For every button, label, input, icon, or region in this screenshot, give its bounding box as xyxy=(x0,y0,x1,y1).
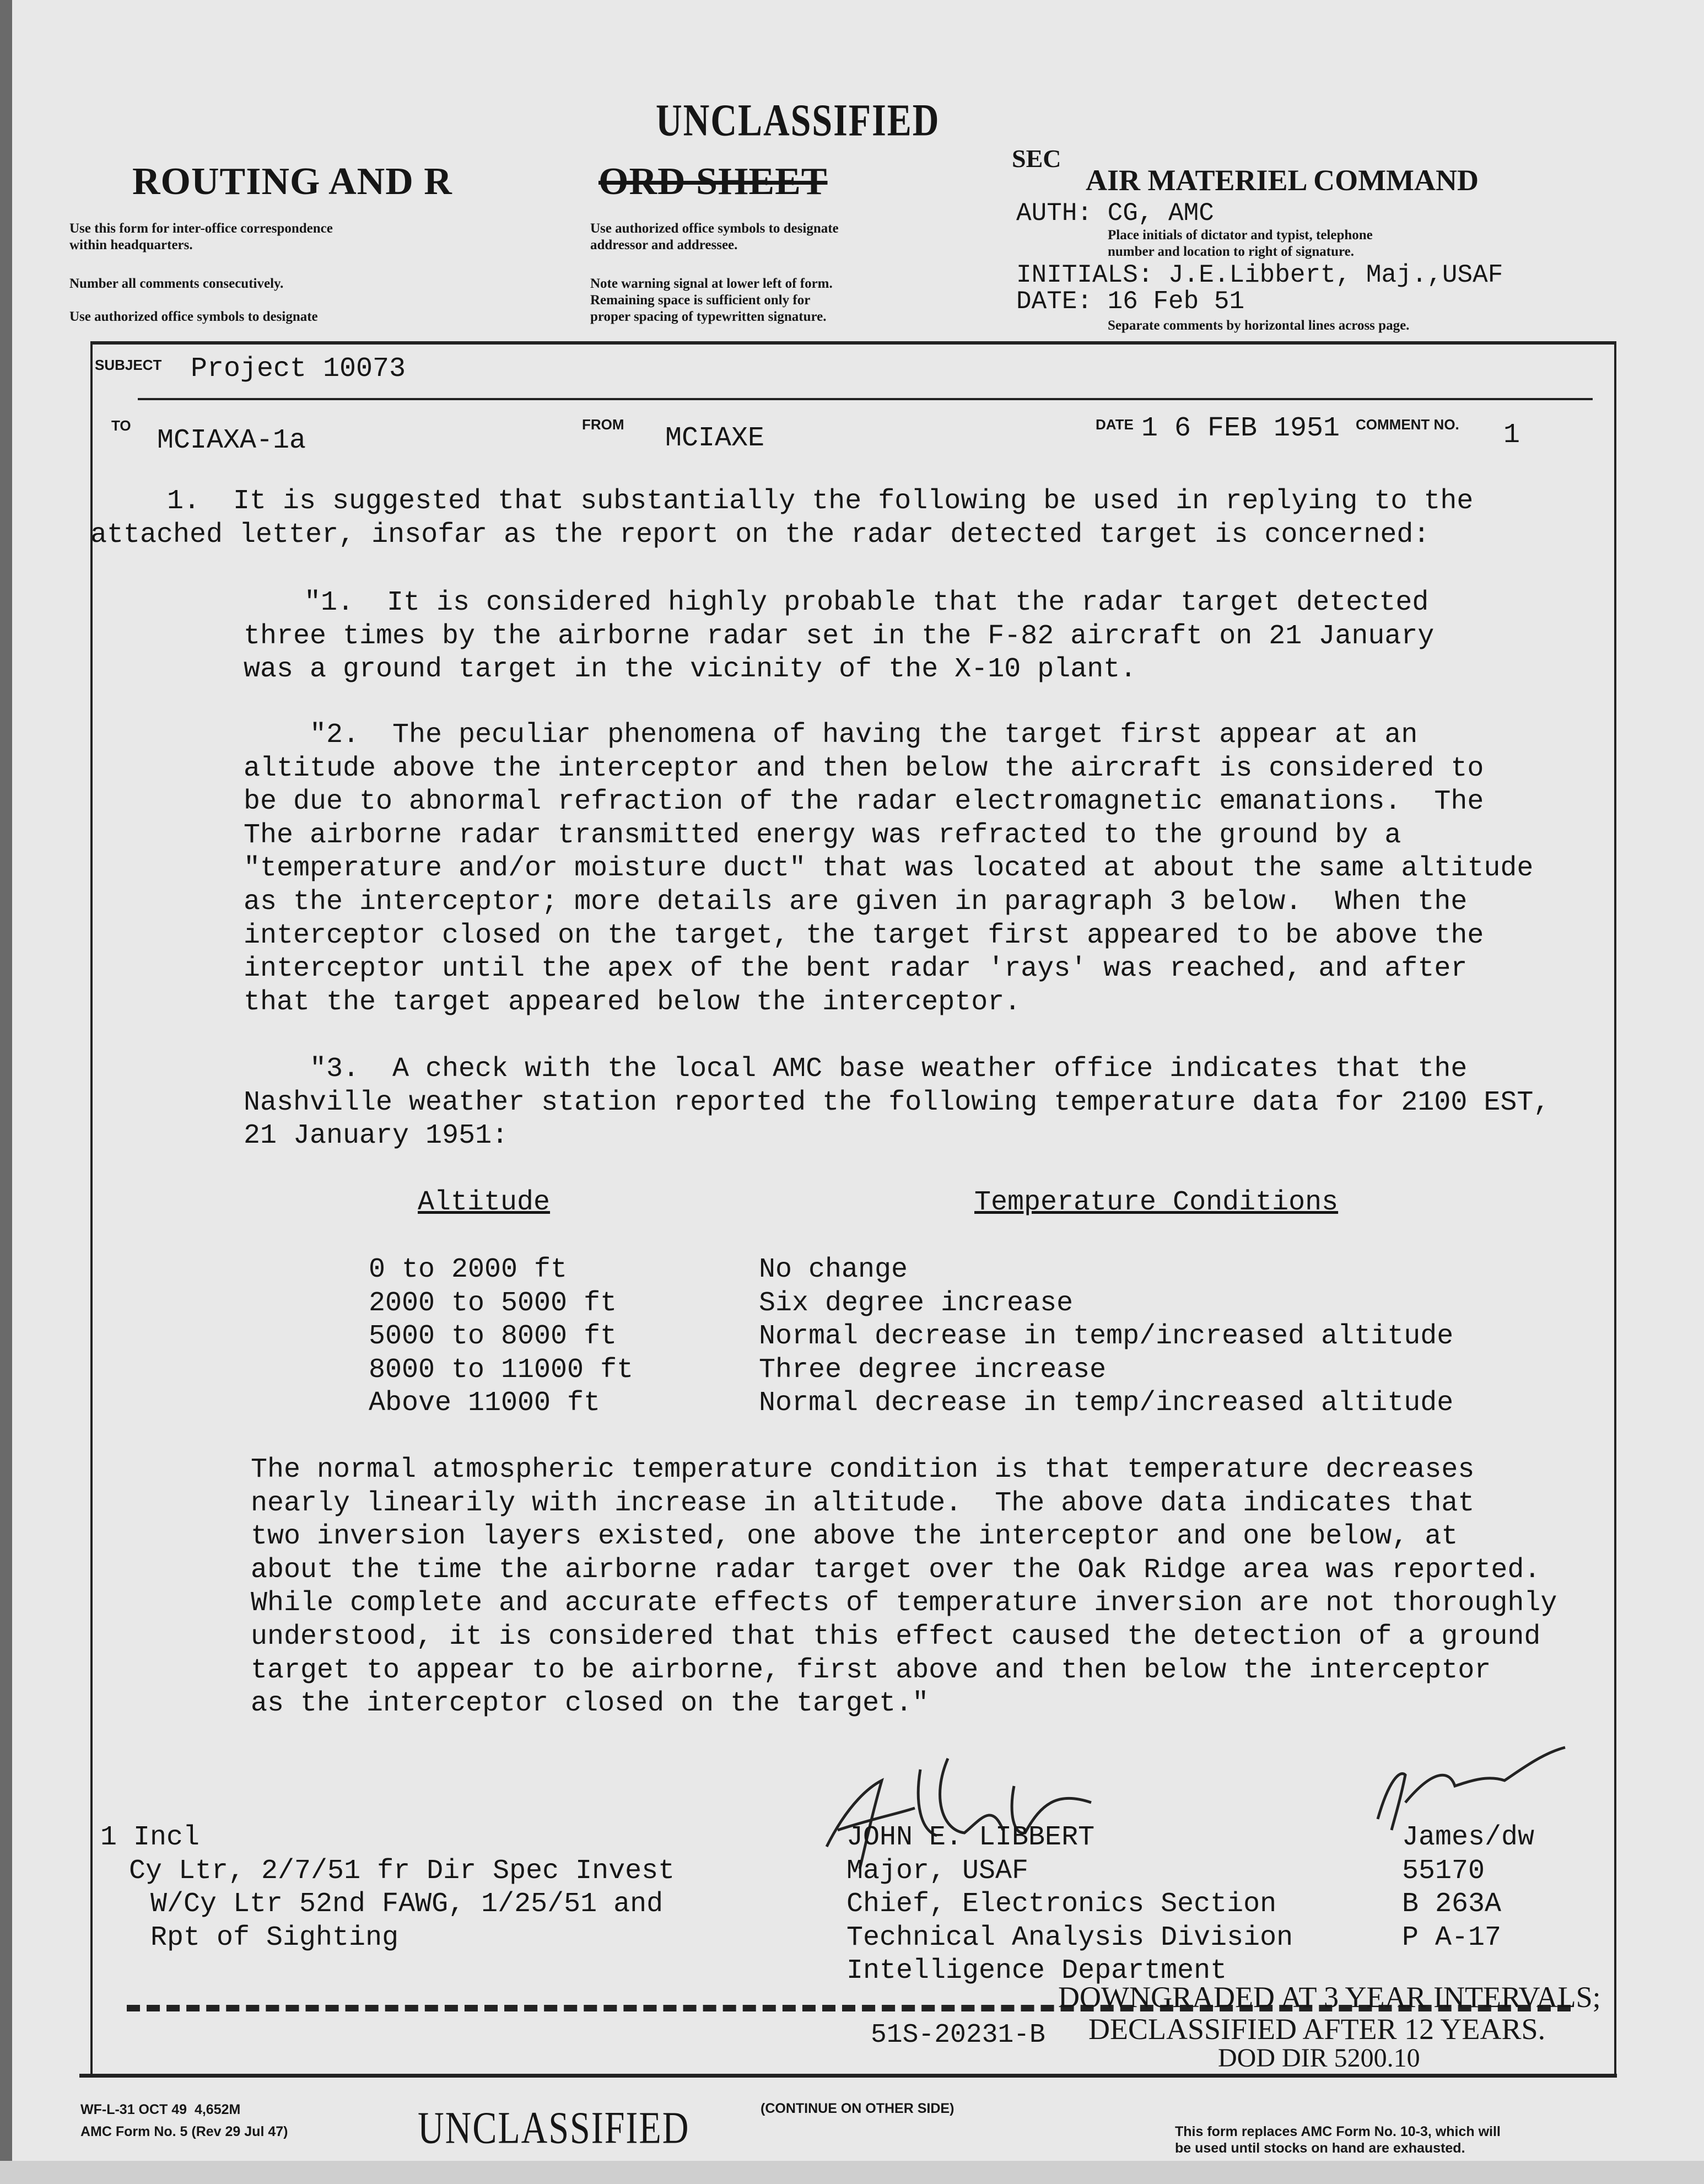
text-line: nearly linearily with increase in altitude. The above data indicates that xyxy=(251,1487,1475,1519)
paragraph-final xyxy=(251,1454,1557,1721)
table-cell: 8000 to 11000 ft xyxy=(369,1354,634,1386)
text-line: 1. It is suggested that substantially the following be used in replying to the xyxy=(167,486,1474,517)
text-line: was a ground target in the vicinity of the X-10 plant. xyxy=(244,654,1137,686)
signer-division: Technical Analysis Division xyxy=(846,1922,1293,1954)
subparagraph-3 xyxy=(244,1053,1550,1153)
form-replacement-note xyxy=(1175,2123,1501,2156)
instruction-line: Use this form for inter-office correspondence xyxy=(69,221,333,236)
instructions-col1 xyxy=(69,220,333,325)
continue-note: (CONTINUE ON OTHER SIDE) xyxy=(761,2101,955,2116)
text-line: altitude above the interceptor and then below the aircraft is considered to xyxy=(244,752,1484,784)
note-line: This form replaces AMC Form No. 10-3, which will xyxy=(1175,2124,1501,2139)
date-stamp: 1 6 FEB 1951 xyxy=(1141,413,1340,444)
downgrade-stamp-line-1: DOWNGRADED AT 3 YEAR INTERVALS; xyxy=(1058,1981,1601,2014)
handwritten-initials xyxy=(1367,1736,1576,1836)
table-cell: 5000 to 8000 ft xyxy=(369,1321,617,1353)
instruction-line: Separate comments by horizontal lines across page. xyxy=(1108,318,1410,333)
from-label: FROM xyxy=(582,416,624,433)
typist-initials: James/dw xyxy=(1402,1822,1535,1853)
room: P A-17 xyxy=(1402,1922,1502,1954)
subject-label: SUBJECT xyxy=(95,357,162,373)
print-code: WF-L-31 OCT 49 4,652M xyxy=(80,2102,241,2117)
table-temperature-column xyxy=(759,1254,1453,1421)
text-line: as the interceptor; more details are given in paragraph 3 below. When the xyxy=(244,886,1468,918)
instruction-line: Use authorized office symbols to designate xyxy=(590,221,839,236)
instruction-line: within headquarters. xyxy=(69,238,193,252)
downgrade-stamp-line-2: DECLASSIFIED AFTER 12 YEARS. xyxy=(1088,2013,1546,2046)
comment-no-value: 1 xyxy=(1503,419,1520,451)
enclosure-line: Cy Ltr, 2/7/51 fr Dir Spec Invest xyxy=(129,1855,675,1887)
command-name: AIR MATERIEL COMMAND xyxy=(1086,164,1479,197)
subject-divider xyxy=(138,398,1593,400)
signer-name: JOHN E. LIBBERT xyxy=(846,1822,1095,1853)
subject-value: Project 10073 xyxy=(191,353,406,385)
text-line: interceptor closed on the target, the target first appeared to be above the xyxy=(244,919,1484,951)
instructions-col2 xyxy=(590,220,839,325)
form-title-right: ORD SHEET xyxy=(598,160,828,203)
instruction-line: Place initials of dictator and typist, telephone xyxy=(1108,228,1373,243)
text-line: attached letter, insofar as the report on the radar detected target is concerned: xyxy=(90,519,1430,551)
subparagraph-1 xyxy=(244,587,1434,687)
table-cell: Normal decrease in temp/increased altitude xyxy=(759,1387,1454,1419)
table-header-altitude: Altitude xyxy=(418,1187,551,1218)
downgrade-stamp-line-3: DOD DIR 5200.10 xyxy=(1218,2043,1420,2073)
instruction-line: addressor and addressee. xyxy=(590,238,738,252)
table-header-temperature: Temperature Conditions xyxy=(974,1187,1339,1218)
text-line: two inversion layers existed, one above the interceptor and one below, at xyxy=(251,1521,1458,1553)
scan-edge xyxy=(0,0,12,2184)
classification-stamp-top: UNCLASSIFIED xyxy=(656,95,940,146)
form-bottom-rule xyxy=(79,2074,1617,2078)
text-line: 21 January 1951: xyxy=(244,1120,509,1152)
document-reference: 51S-20231-B xyxy=(871,2020,1045,2050)
text-line: The airborne radar transmitted energy was refracted to the ground by a xyxy=(244,819,1401,851)
form-title-left: ROUTING AND R xyxy=(132,160,452,203)
signer-rank: Major, USAF xyxy=(846,1855,1029,1887)
subparagraph-2 xyxy=(244,719,1533,1019)
enclosure-list xyxy=(100,1821,675,1955)
date-field: DATE: 16 Feb 51 xyxy=(1016,287,1245,316)
text-line: "3. A check with the local AMC base weather office indicates that the xyxy=(310,1053,1468,1085)
instruction-line: Remaining space is sufficient only for xyxy=(590,293,811,308)
table-cell: Three degree increase xyxy=(759,1354,1107,1386)
table-cell: 0 to 2000 ft xyxy=(369,1254,568,1285)
table-cell: No change xyxy=(759,1254,908,1285)
signature-block xyxy=(846,1821,1293,1988)
instructions-col3 xyxy=(1108,227,1373,260)
instruction-line: proper spacing of typewritten signature. xyxy=(590,309,827,324)
auth-field: AUTH: CG, AMC xyxy=(1016,199,1214,228)
classification-stamp-bottom: UNCLASSIFIED xyxy=(418,2103,690,2154)
instruction-line: number and location to right of signature. xyxy=(1108,244,1355,259)
to-label: TO xyxy=(111,417,131,434)
text-line: "2. The peculiar phenomena of having the target first appear at an xyxy=(310,719,1418,751)
text-line: understood, it is considered that this effect caused the detection of a ground xyxy=(251,1621,1541,1653)
comment-no-label: COMMENT NO. xyxy=(1356,416,1459,433)
form-number: AMC Form No. 5 (Rev 29 Jul 47) xyxy=(80,2124,288,2139)
table-cell: Six degree increase xyxy=(759,1287,1074,1319)
text-line: be due to abnormal refraction of the radar electromagnetic emanations. The xyxy=(244,786,1484,818)
table-cell: Normal decrease in temp/increased altitude xyxy=(759,1321,1454,1353)
telephone-number: 55170 xyxy=(1402,1855,1485,1887)
instruction-line: Number all comments consecutively. xyxy=(69,276,284,291)
text-line: interceptor until the apex of the bent radar 'rays' was reached, and after xyxy=(244,953,1468,985)
note-line: be used until stocks on hand are exhausted. xyxy=(1175,2140,1465,2156)
text-line: three times by the airborne radar set in the F-82 aircraft on 21 January xyxy=(244,620,1435,652)
paragraph-1 xyxy=(90,485,1473,552)
date-label: DATE xyxy=(1096,416,1134,433)
text-line: target to appear to be airborne, first above and then below the interceptor xyxy=(251,1654,1491,1686)
instruction-line: Use authorized office symbols to designate xyxy=(69,309,318,324)
text-line: Nashville weather station reported the following temperature data for 2100 EST, xyxy=(244,1086,1550,1118)
initials-field: INITIALS: J.E.Libbert, Maj.,USAF xyxy=(1016,261,1503,289)
table-cell: Above 11000 ft xyxy=(369,1387,601,1419)
text-line: While complete and accurate effects of temperature inversion are not thoroughly xyxy=(251,1588,1557,1620)
to-value: MCIAXA-1a xyxy=(157,425,306,456)
signer-title: Chief, Electronics Section xyxy=(846,1889,1277,1921)
enclosure-line: Rpt of Sighting xyxy=(150,1922,399,1954)
scan-bottom-strip xyxy=(0,2161,1704,2184)
instruction-line: Note warning signal at lower left of form. xyxy=(590,276,833,291)
office-info xyxy=(1402,1821,1534,1955)
text-line: "temperature and/or moisture duct" that was located at about the same altitude xyxy=(244,853,1534,885)
text-line: "1. It is considered highly probable that the radar target detected xyxy=(304,587,1429,618)
sec-label: SEC xyxy=(1012,144,1061,173)
building: B 263A xyxy=(1402,1889,1502,1921)
table-altitude-column xyxy=(369,1254,633,1421)
table-cell: 2000 to 5000 ft xyxy=(369,1287,617,1319)
enclosure-line: 1 Incl xyxy=(100,1822,200,1853)
text-line: that the target appeared below the interceptor. xyxy=(244,986,1021,1018)
enclosure-line: W/Cy Ltr 52nd FAWG, 1/25/51 and xyxy=(150,1889,664,1921)
text-line: as the interceptor closed on the target." xyxy=(251,1688,929,1720)
text-line: The normal atmospheric temperature condition is that temperature decreases xyxy=(251,1454,1475,1486)
signer-department: Intelligence Department xyxy=(846,1955,1227,1987)
text-line: about the time the airborne radar target over the Oak Ridge area was reported. xyxy=(251,1554,1541,1586)
from-value: MCIAXE xyxy=(665,423,765,454)
